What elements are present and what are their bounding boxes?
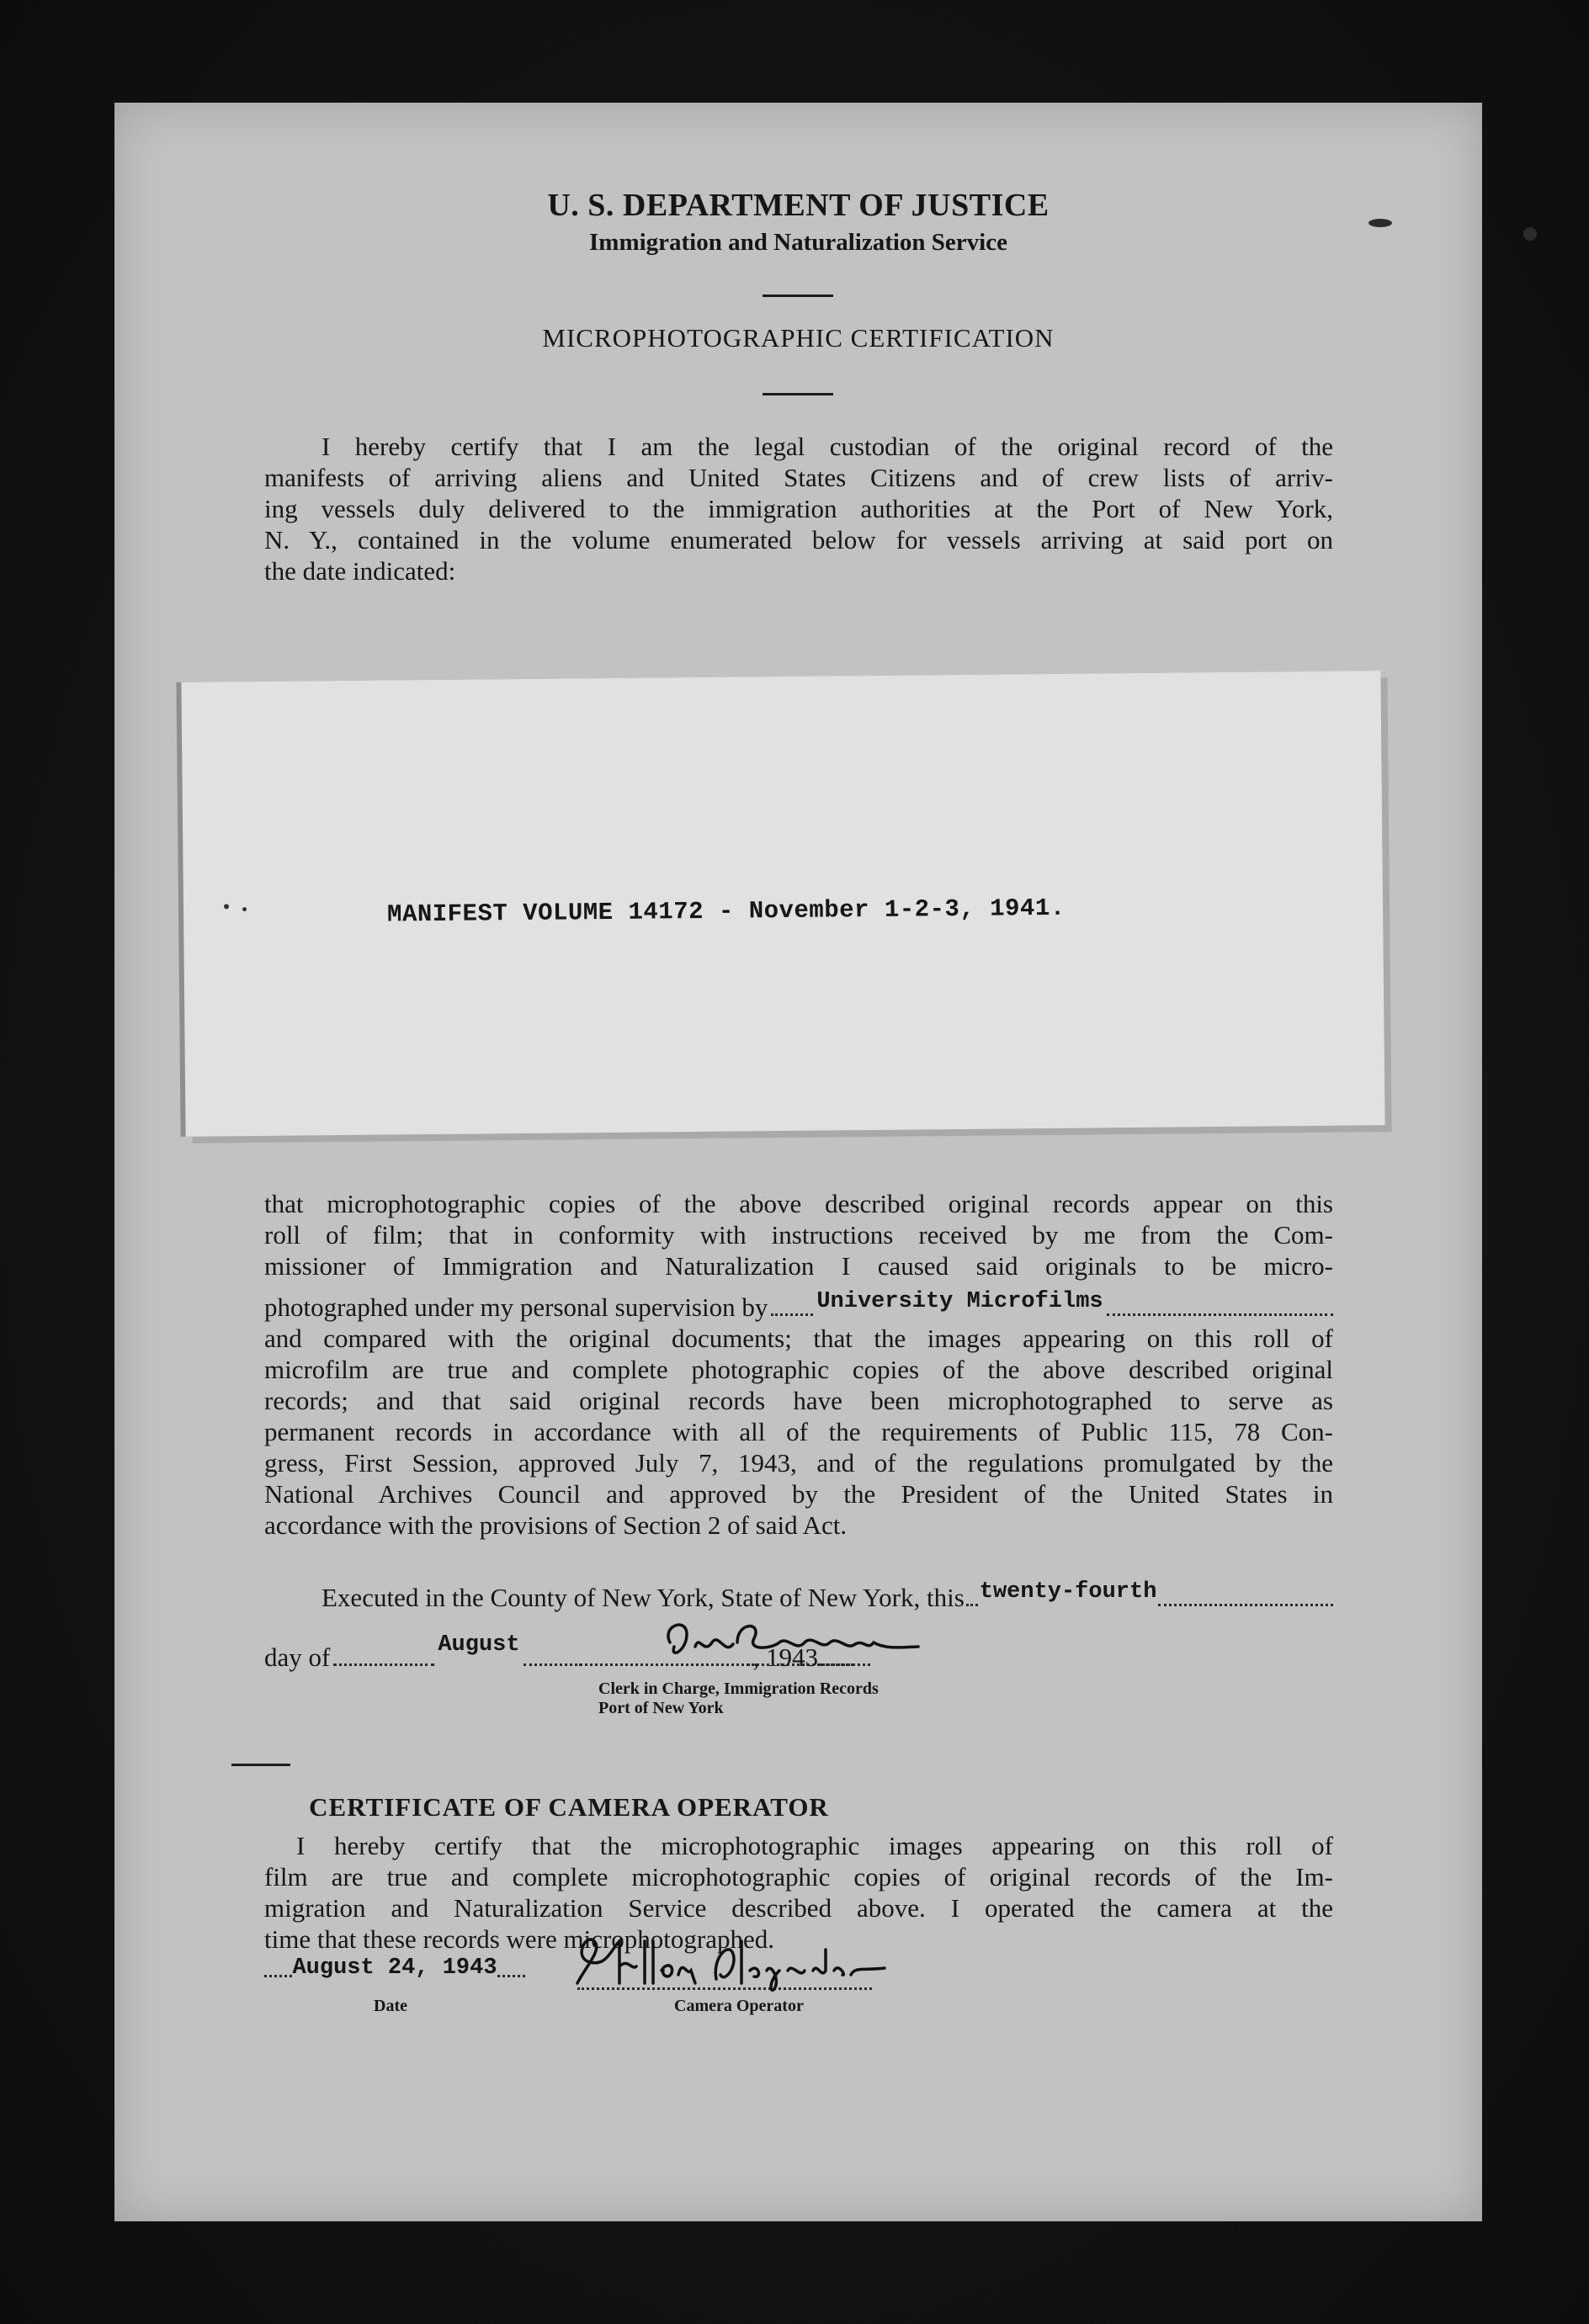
department-title: U. S. DEPARTMENT OF JUSTICE [547, 188, 1050, 223]
date-label: Date [374, 1997, 407, 2015]
paragraph-line: and compared with the original documents; that the images appearing on this roll of [264, 1324, 1333, 1353]
paragraph-line: that microphotographic copies of the above described original records appear on this [264, 1189, 1333, 1218]
day-of-label: day of [264, 1642, 331, 1672]
paragraph-line: migration and Naturalization Service described above. I operated the camera at the [264, 1893, 1333, 1923]
executed-year: , 1943 [752, 1642, 818, 1672]
paragraph-line: gress, First Session, approved July 7, 1943, and of the regulations promulgated by the [264, 1448, 1333, 1478]
dotted-leader [1107, 1313, 1333, 1316]
dotted-leader [1158, 1604, 1333, 1606]
dotted-leader [497, 1975, 525, 1977]
dotted-leader [771, 1313, 813, 1316]
body-paragraph [264, 1188, 1333, 1541]
ink-speck [1368, 219, 1392, 227]
microfilm-company-value: University Microfilms [816, 1289, 1103, 1314]
paragraph-line: ing vessels duly delivered to the immigration authorities at the Port of New York, [264, 494, 1333, 523]
executed-month-value: August [438, 1632, 520, 1658]
camera-operator-heading: CERTIFICATE OF CAMERA OPERATOR [309, 1792, 829, 1822]
paragraph-line: permanent records in accordance with all of the requirements of Public 115, 78 Con- [264, 1417, 1333, 1446]
paragraph-line: I hereby certify that the microphotographic images appearing on this roll of [296, 1831, 1333, 1860]
executed-line [322, 1577, 1333, 1613]
paragraph-line: microfilm are true and complete photographic copies of the above described original [264, 1355, 1333, 1384]
paragraph-line: roll of film; that in conformity with instructions received by me from the Com- [264, 1220, 1333, 1250]
camera-operator-signature [569, 1924, 889, 2000]
manifest-volume-card [181, 671, 1384, 1137]
dotted-leader [264, 1975, 292, 1977]
supervision-prefix: photographed under my personal supervision by [264, 1292, 768, 1322]
paragraph-line: time that these records were microphotographed. [264, 1924, 774, 1954]
ink-speck [1523, 227, 1537, 241]
paragraph-line: the date indicated: [264, 556, 456, 586]
camera-operator-label: Camera Operator [674, 1997, 804, 2015]
paragraph-line: film are true and complete microphotographic copies of original records of the Im- [264, 1862, 1333, 1892]
paragraph-line: records; and that said original records have been microphotographed to serve as [264, 1386, 1333, 1415]
dotted-leader [333, 1663, 434, 1666]
divider [763, 294, 833, 297]
service-subtitle: Immigration and Naturalization Service [589, 229, 1007, 256]
clerk-title: Clerk in Charge, Immigration Records [598, 1679, 879, 1698]
clerk-signature [653, 1609, 922, 1676]
certification-document [114, 103, 1482, 2221]
intro-paragraph [264, 431, 1333, 586]
paragraph-line: National Archives Council and approved by the President of the United States in [264, 1479, 1333, 1509]
divider [763, 393, 833, 395]
paragraph-line: I hereby certify that I am the legal custodian of the original record of the [322, 432, 1333, 461]
paragraph-line: N. Y., contained in the volume enumerated below for vessels arriving at said port on [264, 525, 1333, 554]
divider [231, 1764, 290, 1766]
paragraph-line: manifests of arriving aliens and United States Citizens and of crew lists of arriv- [264, 463, 1333, 492]
supervision-line [264, 1287, 1333, 1323]
camera-date-value: August 24, 1943 [292, 1955, 497, 1981]
speck [224, 904, 229, 909]
paragraph-line: missioner of Immigration and Naturalization I caused said originals to be micro- [264, 1251, 1333, 1281]
executed-prefix: Executed in the County of New York, State of New York, this [322, 1583, 965, 1612]
executed-day-value: twenty-fourth [979, 1579, 1157, 1605]
certification-heading: MICROPHOTOGRAPHIC CERTIFICATION [542, 323, 1055, 353]
clerk-port: Port of New York [598, 1699, 724, 1717]
dotted-leader [966, 1604, 978, 1606]
speck [242, 907, 247, 911]
camera-date-line [264, 1955, 525, 1982]
paragraph-line: accordance with the provisions of Section 2 of said Act. [264, 1510, 848, 1540]
manifest-volume-text: MANIFEST VOLUME 14172 - November 1-2-3, 1941. [386, 894, 1066, 929]
